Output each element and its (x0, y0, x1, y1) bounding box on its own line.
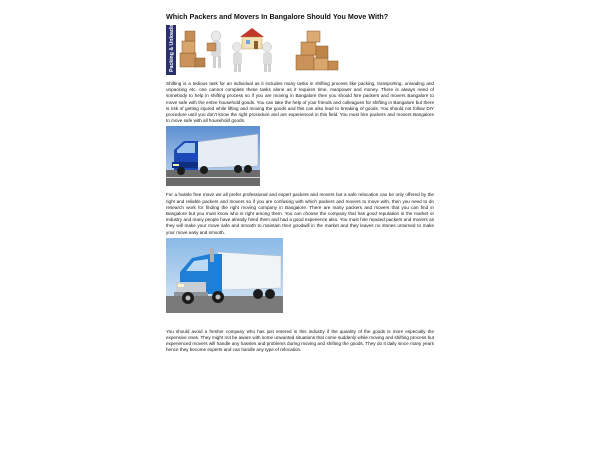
paragraph-3: You should avoid a fresher company who has just entered in this industry if the quantity of the goods is more especially the expensive ones. They might not be aware with some unwanted situations that come suddenly while moving and shifting process but experienced movers will handle any hassles and problems during moving and shifting the goods. They do it daily since many years hence they become experts and can handle any type of relocation. (166, 328, 434, 353)
packing-banner-image (166, 25, 341, 75)
document-page (166, 12, 434, 354)
paragraph-1: Shifting is a tedious task for an individual as it includes many tasks in shifting process like packing, transporting, unloading and unpacking etc. one cannot complete these tasks alone as it requires time, manpower and money. There is always need of somebody to help in shifting process so if you are moving in Bangalore then you should hire packers and movers Bangalore to move safe with the entire household goods. You can take the help of your friends and colleagues for shifting in Bangalore but there is risk of getting injured while lifting and moving the goods and this can also lead to breaking of goods. You should not follow DIY procedure until you don't know the right procedure and are experienced in this field. You must hire packers and movers Bangalore to move safe with all household goods. (166, 81, 434, 124)
page-title: Which Packers and Movers In Bangalore Should You Move With? (166, 12, 389, 21)
blue-truck-image (166, 126, 260, 186)
banner-side-label: Packing & Unloading (169, 25, 175, 72)
paragraph-2: For a hassle free move we all prefer professional and expert packers and movers but a safe relocation can be only offered by the right and reliable packers and movers so if you are confusing with which packers and movers to move with, then you need to do research work for finding the right moving company in Bangalore. There are many packers and movers that you can find in Bangalore but you must know who is right among them. You can choose the company that has good reputation in the market or industry and many people have already hired them and had a good experience also. You must hire reputed packers and movers as they will make your move safe and smooth to maintain their goodwill in the market and they leaves no stones unturned to make your move easy and smooth. (166, 192, 434, 235)
semi-truck-image (166, 238, 283, 313)
